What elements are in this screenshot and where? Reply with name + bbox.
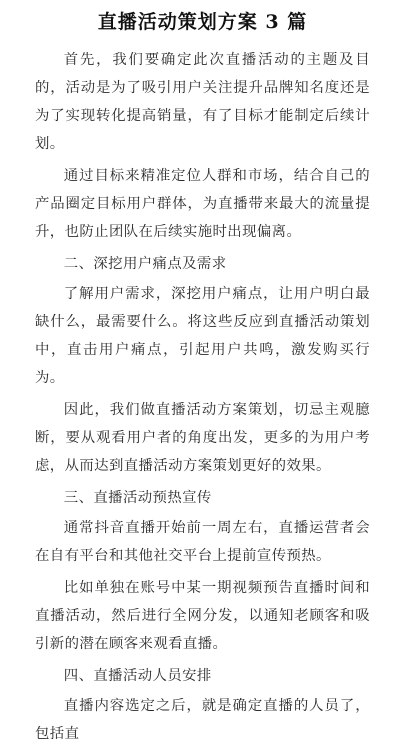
section-heading: 三、直播活动预热宣传 bbox=[63, 490, 212, 506]
paragraph: 通常抖音直播开始前一周左右，直播运营者会在自有平台和其他社交平台上提前宣传预热。 bbox=[35, 520, 370, 564]
paragraph: 直播内容选定之后，就是确定直播的人员了，包括直 bbox=[35, 698, 370, 742]
paragraph: 了解用户需求，深挖用户痛点，让用户明白最缺什么，最需要什么。将这些反应到直播活动策划中，直击用户痛点，引起用户共鸣，激发购买行为。 bbox=[35, 286, 370, 386]
paragraph: 比如单独在账号中某一期视频预告直播时间和直播活动，然后进行全网分发，以通知老顾客和吸引新的潜在顾客来观看直播。 bbox=[35, 580, 370, 652]
document-title: 直播活动策划方案 3 篇 bbox=[97, 11, 308, 33]
paragraph: 首先，我们要确定此次直播活动的主题及目的，活动是为了吸引用户关注提升品牌知名度还是为了实现转化提高销量，有了目标才能制定后续计划。 bbox=[35, 52, 370, 152]
section-heading: 四、直播活动人员安排 bbox=[63, 668, 212, 684]
paragraph: 因此，我们做直播活动方案策划，切忌主观臆断，要从观看用户者的角度出发，更多的为用户考虑，从而达到直播活动方案策划更好的效果。 bbox=[35, 402, 370, 474]
section-heading: 二、深挖用户痛点及需求 bbox=[63, 256, 227, 272]
paragraph: 通过目标来精准定位人群和市场，结合自己的产品圈定目标用户群体，为直播带来最大的流量提升，也防止团队在后续实施时出现偏离。 bbox=[35, 168, 370, 240]
